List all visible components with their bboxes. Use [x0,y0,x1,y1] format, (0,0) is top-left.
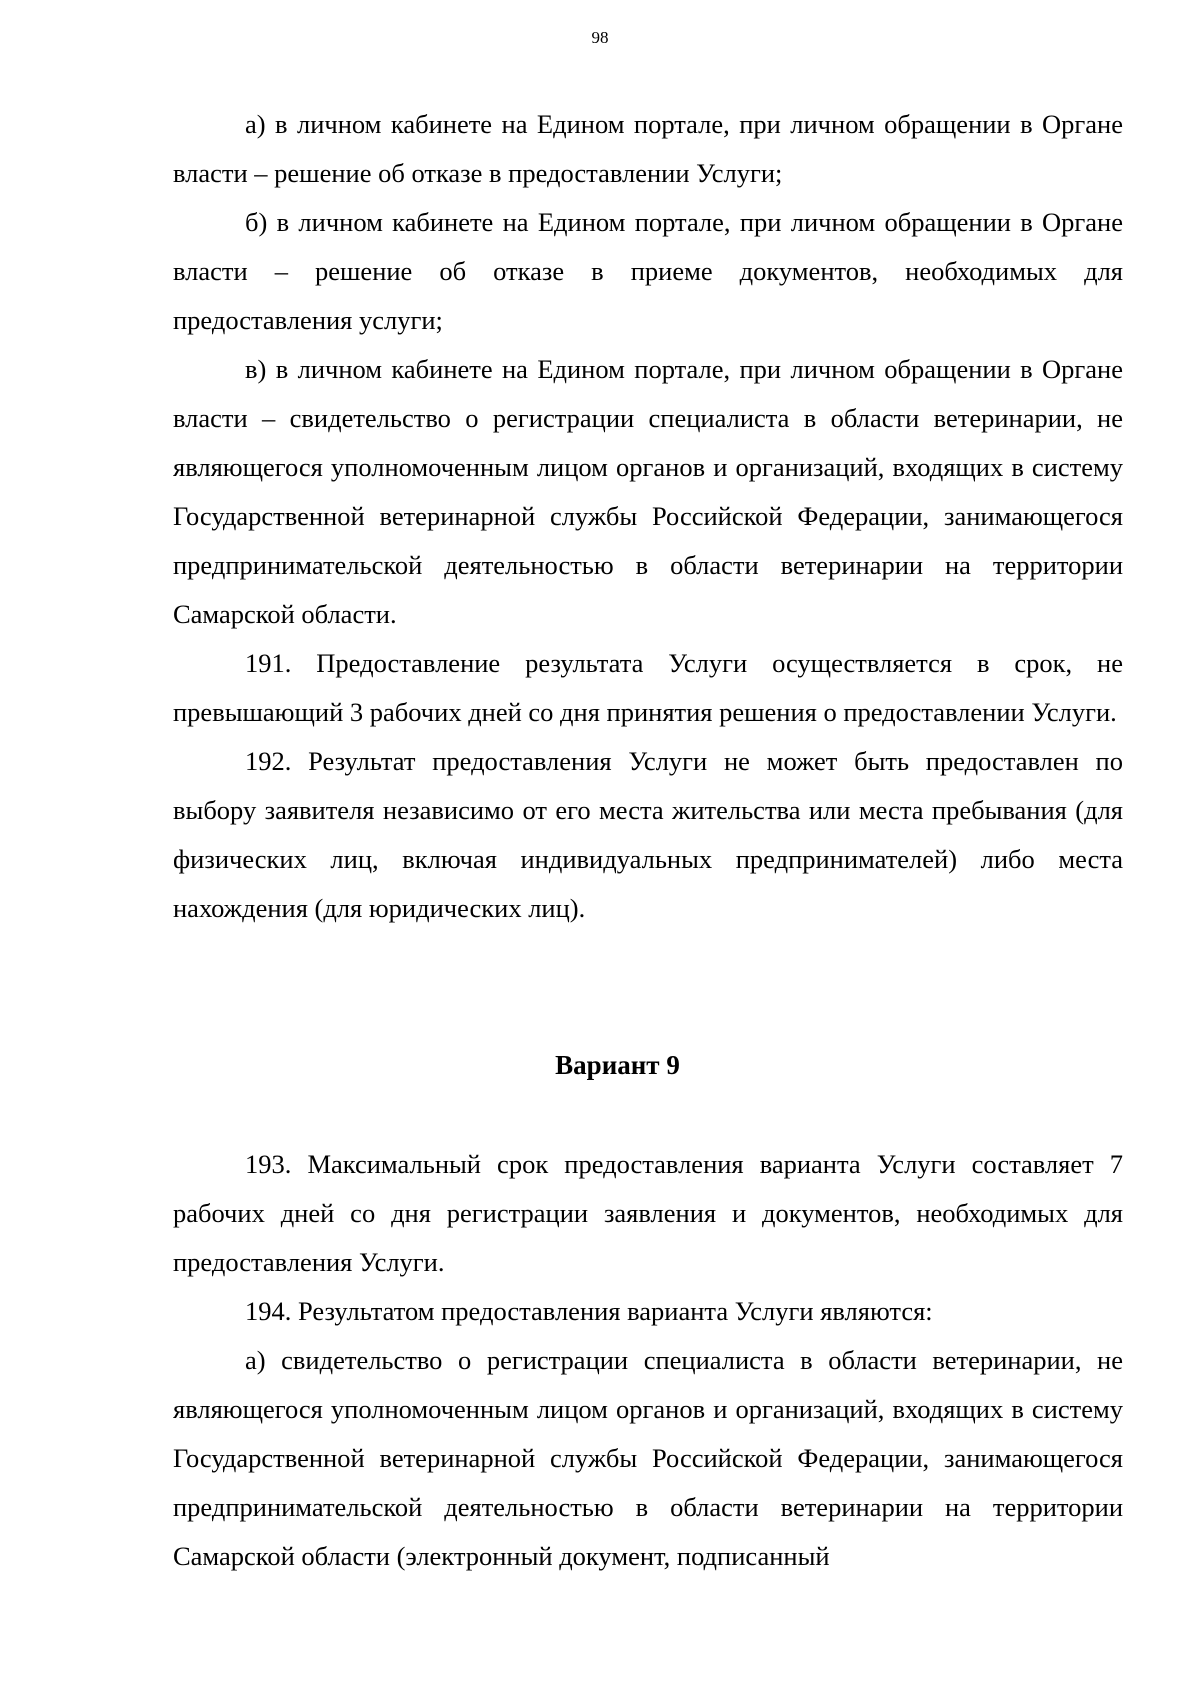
paragraph-item-b-refusal-documents: б) в личном кабинете на Едином портале, при личном обращении в Органе власти – решение об отказе в приеме документов, необходимых для предоставления услуги; [173,207,1123,335]
paragraph-193: 193. Максимальный срок предоставления варианта Услуги составляет 7 рабочих дней со дня регистрации заявления и документов, необходимых для предоставления Услуги. [173,1149,1123,1277]
paragraph-191: 191. Предоставление результата Услуги осуществляется в срок, не превышающий 3 рабочих дней со дня принятия решения о предоставлении Услуги. [173,648,1123,727]
paragraph-item-a-certificate: а) свидетельство о регистрации специалиста в области ветеринарии, не являющегося уполномоченным лицом органов и организаций, входящих в систему Государственной ветеринарной службы Российской Федерации, занимающегося предпринимательской деятельностью в области ветеринарии на территории Самарской области (электронный документ, подписанный [173,1345,1123,1571]
body-text-top [173,100,1123,933]
page-number: 98 [591,28,609,47]
paragraph-194: 194. Результатом предоставления варианта Услуги являются: [245,1296,933,1326]
body-text-bottom [173,1140,1123,1581]
paragraph-item-a-refusal: а) в личном кабинете на Едином портале, при личном обращении в Органе власти – решение об отказе в предоставлении Услуги; [173,109,1123,188]
paragraph-192: 192. Результат предоставления Услуги не может быть предоставлен по выбору заявителя независимо от его места жительства или места пребывания (для физических лиц, включая индивидуальных предпринимателей) либо места нахождения (для юридических лиц). [173,746,1123,923]
paragraph-item-v-certificate: в) в личном кабинете на Едином портале, при личном обращении в Органе власти – свидетельство о регистрации специалиста в области ветеринарии, не являющегося уполномоченным лицом органов и организаций, входящих в систему Государственной ветеринарной службы Российской Федерации, занимающегося предпринимательской деятельностью в области ветеринарии на территории Самарской области. [173,354,1123,629]
section-heading: Вариант 9 [555,1050,680,1080]
